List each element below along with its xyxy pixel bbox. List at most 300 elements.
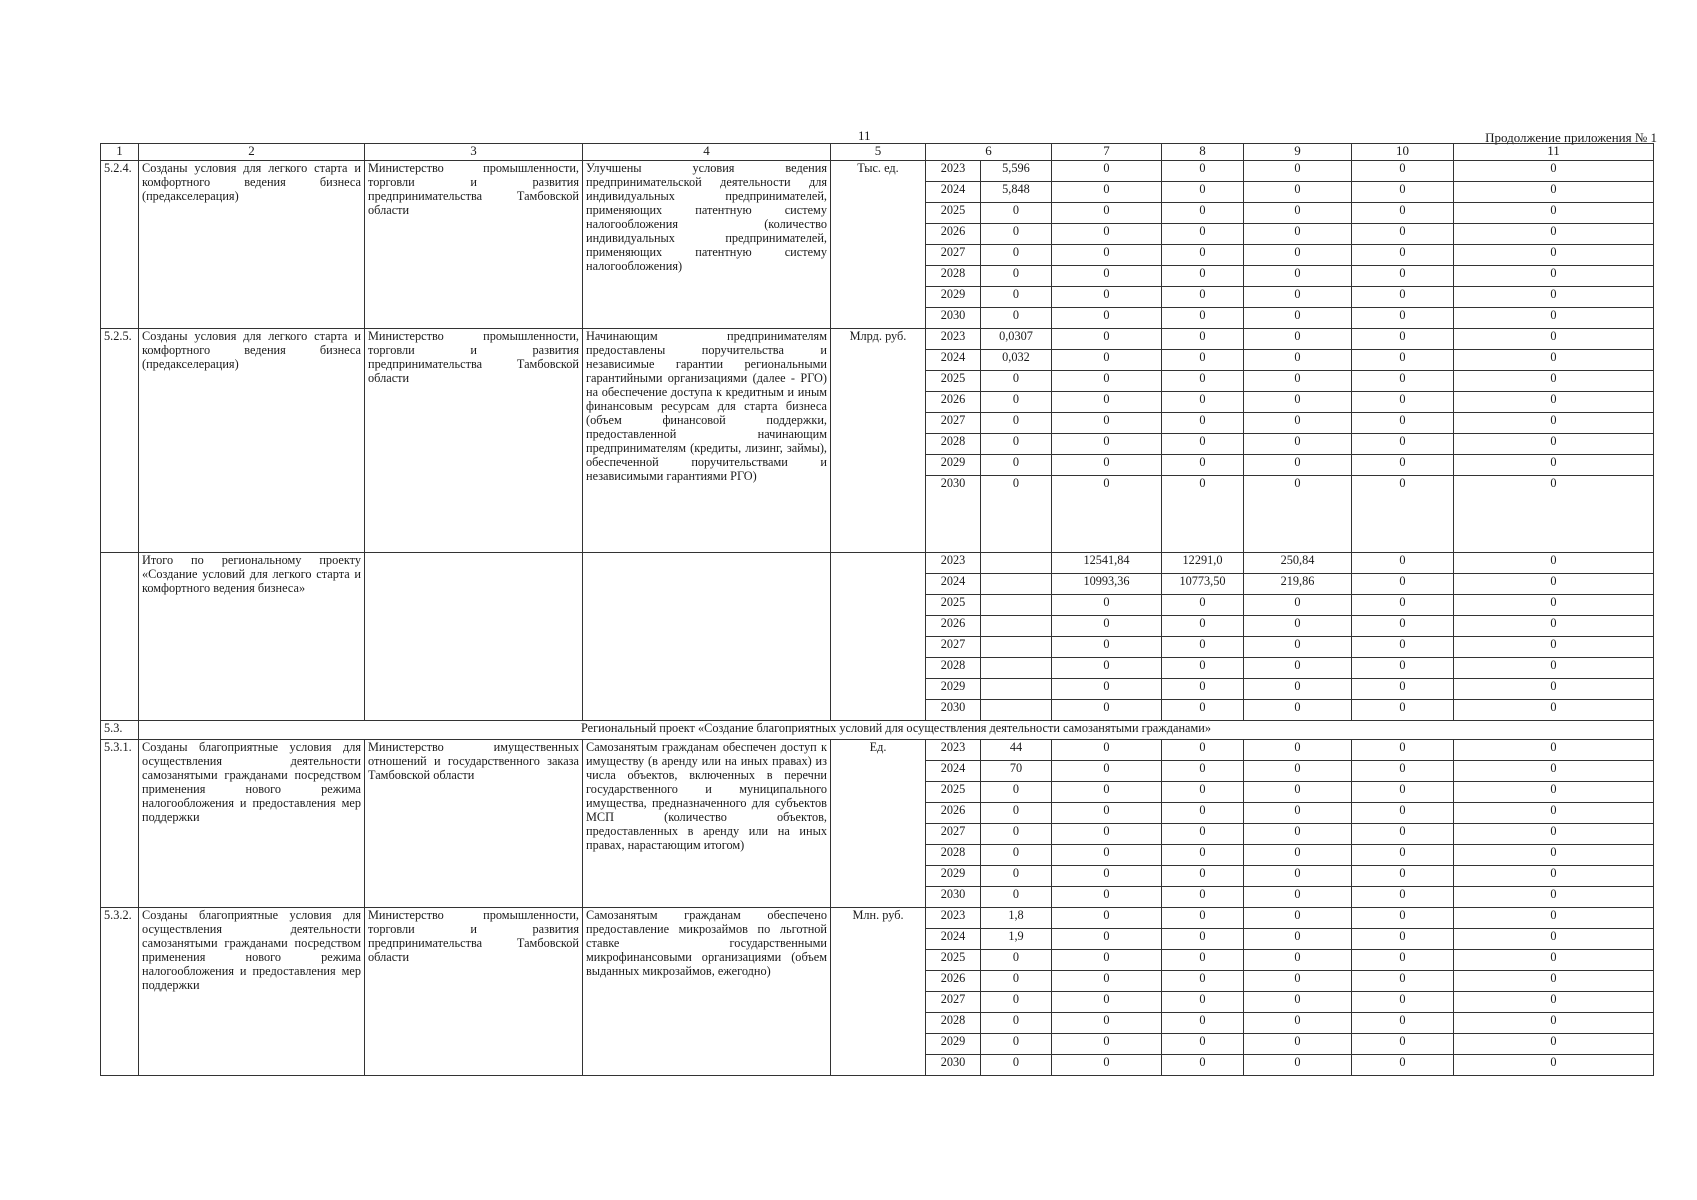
item-unit: [831, 553, 926, 721]
value-cell-c6: 0: [981, 203, 1052, 224]
value-cell-c11: 0: [1454, 845, 1654, 866]
value-cell-c8: 0: [1162, 679, 1244, 700]
value-cell-c7: 0: [1052, 616, 1162, 637]
value-cell-c11: 0: [1454, 455, 1654, 476]
value-cell-c9: 0: [1244, 413, 1352, 434]
value-cell-c6: 0: [981, 1013, 1052, 1034]
value-cell-c6: 0: [981, 287, 1052, 308]
col-header-9: 9: [1244, 144, 1352, 161]
value-cell-c9: 0: [1244, 992, 1352, 1013]
year-cell: 2029: [926, 1034, 981, 1055]
value-cell-c6: 0: [981, 1034, 1052, 1055]
table-row: [101, 740, 1654, 761]
value-cell-c6: 0: [981, 803, 1052, 824]
year-cell: 2027: [926, 824, 981, 845]
year-cell: 2029: [926, 287, 981, 308]
value-cell-c11: 0: [1454, 553, 1654, 574]
value-cell-c8: 0: [1162, 637, 1244, 658]
value-cell-c8: 0: [1162, 929, 1244, 950]
value-cell-c6: 0: [981, 971, 1052, 992]
value-cell-c8: 0: [1162, 824, 1244, 845]
value-cell-c6: 1,9: [981, 929, 1052, 950]
value-cell-c10: 0: [1352, 658, 1454, 679]
value-cell-c7: 0: [1052, 182, 1162, 203]
value-cell-c8: 0: [1162, 908, 1244, 929]
value-cell-c10: 0: [1352, 803, 1454, 824]
value-cell-c8: 0: [1162, 266, 1244, 287]
value-cell-c10: 0: [1352, 908, 1454, 929]
value-cell-c7: 0: [1052, 908, 1162, 929]
value-cell-c11: 0: [1454, 476, 1654, 553]
value-cell-c8: 0: [1162, 413, 1244, 434]
value-cell-c10: 0: [1352, 574, 1454, 595]
item-name: Созданы условия для легкого старта и комфортного ведения бизнеса (предакселерация): [139, 161, 365, 329]
value-cell-c9: 0: [1244, 266, 1352, 287]
value-cell-c8: 0: [1162, 782, 1244, 803]
value-cell-c11: 0: [1454, 679, 1654, 700]
value-cell-c9: 0: [1244, 224, 1352, 245]
value-cell-c11: 0: [1454, 1034, 1654, 1055]
year-cell: 2024: [926, 574, 981, 595]
item-responsible: Министерство промышленности, торговли и развития предпринимательства Тамбовской области: [365, 908, 583, 1076]
value-cell-c10: 0: [1352, 553, 1454, 574]
year-cell: 2026: [926, 803, 981, 824]
value-cell-c7: 0: [1052, 371, 1162, 392]
col-header-2: 2: [139, 144, 365, 161]
value-cell-c6: [981, 595, 1052, 616]
value-cell-c6: 0: [981, 887, 1052, 908]
value-cell-c9: 0: [1244, 845, 1352, 866]
value-cell-c7: 0: [1052, 245, 1162, 266]
value-cell-c7: 0: [1052, 782, 1162, 803]
value-cell-c8: 0: [1162, 245, 1244, 266]
value-cell-c10: 0: [1352, 950, 1454, 971]
item-unit: Млрд. руб.: [831, 329, 926, 553]
value-cell-c8: 10773,50: [1162, 574, 1244, 595]
year-cell: 2027: [926, 413, 981, 434]
value-cell-c11: 0: [1454, 245, 1654, 266]
value-cell-c10: 0: [1352, 595, 1454, 616]
value-cell-c7: 0: [1052, 971, 1162, 992]
value-cell-c6: 0: [981, 245, 1052, 266]
value-cell-c11: 0: [1454, 658, 1654, 679]
value-cell-c6: 0: [981, 455, 1052, 476]
value-cell-c11: 0: [1454, 392, 1654, 413]
value-cell-c10: 0: [1352, 637, 1454, 658]
value-cell-c6: 0: [981, 371, 1052, 392]
col-header-11: 11: [1454, 144, 1654, 161]
value-cell-c9: 0: [1244, 700, 1352, 721]
item-unit: Млн. руб.: [831, 908, 926, 1076]
value-cell-c7: 0: [1052, 679, 1162, 700]
value-cell-c8: 0: [1162, 1055, 1244, 1076]
value-cell-c7: 0: [1052, 203, 1162, 224]
year-cell: 2026: [926, 392, 981, 413]
year-cell: 2025: [926, 371, 981, 392]
value-cell-c10: 0: [1352, 1055, 1454, 1076]
value-cell-c7: 0: [1052, 887, 1162, 908]
value-cell-c7: 0: [1052, 287, 1162, 308]
value-cell-c11: 0: [1454, 992, 1654, 1013]
value-cell-c9: 0: [1244, 1034, 1352, 1055]
value-cell-c10: 0: [1352, 245, 1454, 266]
value-cell-c9: 0: [1244, 371, 1352, 392]
year-cell: 2024: [926, 350, 981, 371]
value-cell-c8: 0: [1162, 203, 1244, 224]
item-code: 5.2.5.: [101, 329, 139, 553]
section-title: Региональный проект «Создание благоприятных условий для осуществления деятельности самозанятыми гражданами»: [139, 721, 1654, 740]
year-cell: 2027: [926, 637, 981, 658]
value-cell-c9: 0: [1244, 740, 1352, 761]
value-cell-c11: 0: [1454, 761, 1654, 782]
value-cell-c8: 0: [1162, 1013, 1244, 1034]
value-cell-c10: 0: [1352, 761, 1454, 782]
value-cell-c8: 0: [1162, 161, 1244, 182]
value-cell-c11: 0: [1454, 413, 1654, 434]
value-cell-c7: 0: [1052, 392, 1162, 413]
continuation-note: Продолжение приложения № 1: [1485, 130, 1657, 145]
value-cell-c10: 0: [1352, 1013, 1454, 1034]
item-result: Улучшены условия ведения предпринимательской деятельности для индивидуальных предпринимателей, применяющих патентную систему налогообложения (количество индивидуальных предпринимателей, применяющих патентную систему налогообложения): [583, 161, 831, 329]
table-row: [101, 161, 1654, 182]
value-cell-c9: 0: [1244, 637, 1352, 658]
item-unit: Ед.: [831, 740, 926, 908]
year-cell: 2023: [926, 553, 981, 574]
value-cell-c7: 12541,84: [1052, 553, 1162, 574]
value-cell-c8: 0: [1162, 866, 1244, 887]
value-cell-c9: 250,84: [1244, 553, 1352, 574]
value-cell-c8: 0: [1162, 371, 1244, 392]
year-cell: 2030: [926, 476, 981, 553]
year-cell: 2025: [926, 595, 981, 616]
value-cell-c8: 0: [1162, 182, 1244, 203]
value-cell-c10: 0: [1352, 845, 1454, 866]
value-cell-c10: 0: [1352, 287, 1454, 308]
value-cell-c6: 0: [981, 866, 1052, 887]
item-responsible: Министерство промышленности, торговли и развития предпринимательства Тамбовской области: [365, 161, 583, 329]
value-cell-c8: 0: [1162, 1034, 1244, 1055]
value-cell-c11: 0: [1454, 929, 1654, 950]
value-cell-c8: 12291,0: [1162, 553, 1244, 574]
year-cell: 2029: [926, 679, 981, 700]
value-cell-c8: 0: [1162, 476, 1244, 553]
value-cell-c7: 0: [1052, 329, 1162, 350]
item-result: [583, 553, 831, 721]
value-cell-c10: 0: [1352, 679, 1454, 700]
item-name: Созданы благоприятные условия для осуществления деятельности самозанятыми гражданами посредством применения нового режима налогообложения и предоставления мер поддержки: [139, 740, 365, 908]
value-cell-c9: 0: [1244, 455, 1352, 476]
col-header-4: 4: [583, 144, 831, 161]
value-cell-c11: 0: [1454, 700, 1654, 721]
value-cell-c9: 0: [1244, 161, 1352, 182]
value-cell-c9: 0: [1244, 950, 1352, 971]
appendix-table: [100, 143, 1654, 1076]
year-cell: 2030: [926, 1055, 981, 1076]
value-cell-c6: [981, 700, 1052, 721]
value-cell-c9: 0: [1244, 782, 1352, 803]
value-cell-c9: 0: [1244, 476, 1352, 553]
col-header-3: 3: [365, 144, 583, 161]
value-cell-c10: 0: [1352, 455, 1454, 476]
col-header-10: 10: [1352, 144, 1454, 161]
year-cell: 2030: [926, 887, 981, 908]
value-cell-c6: [981, 574, 1052, 595]
page-number: 11: [858, 128, 871, 143]
item-name: Созданы благоприятные условия для осуществления деятельности самозанятыми гражданами посредством применения нового режима налогообложения и предоставления мер поддержки: [139, 908, 365, 1076]
year-cell: 2025: [926, 950, 981, 971]
value-cell-c9: 0: [1244, 908, 1352, 929]
value-cell-c7: 0: [1052, 266, 1162, 287]
value-cell-c6: 0: [981, 782, 1052, 803]
value-cell-c11: 0: [1454, 866, 1654, 887]
col-header-8: 8: [1162, 144, 1244, 161]
value-cell-c10: 0: [1352, 413, 1454, 434]
value-cell-c11: 0: [1454, 782, 1654, 803]
item-code: 5.3.1.: [101, 740, 139, 908]
value-cell-c10: 0: [1352, 824, 1454, 845]
col-header-1: 1: [101, 144, 139, 161]
year-cell: 2029: [926, 455, 981, 476]
value-cell-c9: 0: [1244, 616, 1352, 637]
value-cell-c6: 0: [981, 845, 1052, 866]
item-responsible: [365, 553, 583, 721]
value-cell-c9: 0: [1244, 203, 1352, 224]
year-cell: 2028: [926, 266, 981, 287]
value-cell-c8: 0: [1162, 887, 1244, 908]
value-cell-c9: 0: [1244, 679, 1352, 700]
value-cell-c8: 0: [1162, 740, 1244, 761]
table-row: [101, 329, 1654, 350]
value-cell-c10: 0: [1352, 329, 1454, 350]
item-responsible: Министерство промышленности, торговли и развития предпринимательства Тамбовской области: [365, 329, 583, 553]
value-cell-c7: 0: [1052, 803, 1162, 824]
value-cell-c11: 0: [1454, 1055, 1654, 1076]
table-row: [101, 908, 1654, 929]
value-cell-c8: 0: [1162, 455, 1244, 476]
value-cell-c7: 0: [1052, 950, 1162, 971]
value-cell-c7: 0: [1052, 455, 1162, 476]
value-cell-c11: 0: [1454, 803, 1654, 824]
value-cell-c6: 0,032: [981, 350, 1052, 371]
year-cell: 2027: [926, 245, 981, 266]
value-cell-c7: 0: [1052, 308, 1162, 329]
value-cell-c9: 0: [1244, 866, 1352, 887]
value-cell-c8: 0: [1162, 224, 1244, 245]
value-cell-c11: 0: [1454, 1013, 1654, 1034]
value-cell-c7: 0: [1052, 824, 1162, 845]
value-cell-c7: 0: [1052, 476, 1162, 553]
value-cell-c8: 0: [1162, 761, 1244, 782]
year-cell: 2025: [926, 203, 981, 224]
value-cell-c7: 0: [1052, 740, 1162, 761]
value-cell-c11: 0: [1454, 637, 1654, 658]
value-cell-c10: 0: [1352, 308, 1454, 329]
year-cell: 2028: [926, 434, 981, 455]
year-cell: 2027: [926, 992, 981, 1013]
value-cell-c11: 0: [1454, 740, 1654, 761]
value-cell-c8: 0: [1162, 803, 1244, 824]
col-header-7: 7: [1052, 144, 1162, 161]
value-cell-c9: 0: [1244, 929, 1352, 950]
value-cell-c9: 0: [1244, 971, 1352, 992]
value-cell-c7: 0: [1052, 761, 1162, 782]
value-cell-c8: 0: [1162, 992, 1244, 1013]
table-body: [101, 161, 1654, 1076]
year-cell: 2028: [926, 1013, 981, 1034]
year-cell: 2024: [926, 929, 981, 950]
value-cell-c11: 0: [1454, 203, 1654, 224]
value-cell-c10: 0: [1352, 700, 1454, 721]
value-cell-c7: 0: [1052, 1034, 1162, 1055]
value-cell-c10: 0: [1352, 971, 1454, 992]
value-cell-c9: 0: [1244, 803, 1352, 824]
value-cell-c6: 1,8: [981, 908, 1052, 929]
value-cell-c10: 0: [1352, 266, 1454, 287]
value-cell-c9: 0: [1244, 308, 1352, 329]
value-cell-c7: 0: [1052, 992, 1162, 1013]
year-cell: 2023: [926, 329, 981, 350]
year-cell: 2030: [926, 308, 981, 329]
value-cell-c8: 0: [1162, 700, 1244, 721]
year-cell: 2029: [926, 866, 981, 887]
value-cell-c11: 0: [1454, 224, 1654, 245]
value-cell-c9: 0: [1244, 392, 1352, 413]
value-cell-c11: 0: [1454, 329, 1654, 350]
col-header-6: 6: [926, 144, 1052, 161]
value-cell-c9: 0: [1244, 595, 1352, 616]
value-cell-c11: 0: [1454, 161, 1654, 182]
value-cell-c6: 0: [981, 392, 1052, 413]
value-cell-c9: 0: [1244, 329, 1352, 350]
value-cell-c6: 0: [981, 308, 1052, 329]
value-cell-c10: 0: [1352, 476, 1454, 553]
value-cell-c11: 0: [1454, 616, 1654, 637]
item-result: Начинающим предпринимателям предоставлены поручительства и независимые гарантии региональными гарантийными организациями (далее - РГО) на обеспечение доступа к кредитным и иным финансовым ресурсам для старта бизнеса (объем финансовой поддержки, предоставленной начинающим предпринимателям (кредиты, лизинг, займы), обеспеченной поручительствами и независимыми гарантиями РГО): [583, 329, 831, 553]
section-row: [101, 721, 1654, 740]
value-cell-c6: [981, 616, 1052, 637]
year-cell: 2023: [926, 908, 981, 929]
value-cell-c6: 5,848: [981, 182, 1052, 203]
year-cell: 2024: [926, 182, 981, 203]
value-cell-c6: [981, 553, 1052, 574]
value-cell-c10: 0: [1352, 371, 1454, 392]
value-cell-c8: 0: [1162, 950, 1244, 971]
value-cell-c7: 0: [1052, 658, 1162, 679]
value-cell-c10: 0: [1352, 1034, 1454, 1055]
value-cell-c6: [981, 658, 1052, 679]
year-cell: 2023: [926, 161, 981, 182]
value-cell-c9: 0: [1244, 1055, 1352, 1076]
value-cell-c8: 0: [1162, 308, 1244, 329]
value-cell-c6: [981, 679, 1052, 700]
value-cell-c7: 0: [1052, 929, 1162, 950]
value-cell-c9: 0: [1244, 1013, 1352, 1034]
value-cell-c11: 0: [1454, 371, 1654, 392]
value-cell-c10: 0: [1352, 740, 1454, 761]
value-cell-c6: 0: [981, 1055, 1052, 1076]
column-number-row: [101, 144, 1654, 161]
value-cell-c9: 0: [1244, 761, 1352, 782]
col-header-5: 5: [831, 144, 926, 161]
item-name: Итого по региональному проекту «Создание условий для легкого старта и комфортного ведения бизнеса»: [139, 553, 365, 721]
section-code: 5.3.: [101, 721, 139, 740]
value-cell-c6: 0: [981, 824, 1052, 845]
year-cell: 2023: [926, 740, 981, 761]
value-cell-c6: 0: [981, 413, 1052, 434]
value-cell-c6: 0: [981, 950, 1052, 971]
value-cell-c11: 0: [1454, 887, 1654, 908]
value-cell-c6: 44: [981, 740, 1052, 761]
value-cell-c7: 0: [1052, 224, 1162, 245]
value-cell-c6: 0: [981, 266, 1052, 287]
value-cell-c6: 0,0307: [981, 329, 1052, 350]
value-cell-c8: 0: [1162, 845, 1244, 866]
value-cell-c6: 0: [981, 476, 1052, 553]
item-code: [101, 553, 139, 721]
value-cell-c6: [981, 637, 1052, 658]
value-cell-c7: 0: [1052, 161, 1162, 182]
value-cell-c10: 0: [1352, 887, 1454, 908]
item-name: Созданы условия для легкого старта и комфортного ведения бизнеса (предакселерация): [139, 329, 365, 553]
item-unit: Тыс. ед.: [831, 161, 926, 329]
value-cell-c11: 0: [1454, 574, 1654, 595]
value-cell-c6: 5,596: [981, 161, 1052, 182]
value-cell-c10: 0: [1352, 203, 1454, 224]
value-cell-c11: 0: [1454, 287, 1654, 308]
value-cell-c10: 0: [1352, 350, 1454, 371]
value-cell-c7: 0: [1052, 866, 1162, 887]
value-cell-c10: 0: [1352, 392, 1454, 413]
value-cell-c7: 0: [1052, 637, 1162, 658]
value-cell-c11: 0: [1454, 434, 1654, 455]
item-code: 5.2.4.: [101, 161, 139, 329]
value-cell-c6: 0: [981, 224, 1052, 245]
year-cell: 2028: [926, 845, 981, 866]
value-cell-c8: 0: [1162, 392, 1244, 413]
value-cell-c10: 0: [1352, 929, 1454, 950]
item-result: Самозанятым гражданам обеспечено предоставление микрозаймов по льготной ставке государственными микрофинансовыми организациями (объем выданных микрозаймов, ежегодно): [583, 908, 831, 1076]
value-cell-c7: 0: [1052, 413, 1162, 434]
value-cell-c9: 0: [1244, 658, 1352, 679]
value-cell-c9: 0: [1244, 287, 1352, 308]
value-cell-c10: 0: [1352, 866, 1454, 887]
value-cell-c10: 0: [1352, 782, 1454, 803]
value-cell-c10: 0: [1352, 182, 1454, 203]
value-cell-c7: 0: [1052, 350, 1162, 371]
value-cell-c10: 0: [1352, 992, 1454, 1013]
year-cell: 2030: [926, 700, 981, 721]
value-cell-c7: 10993,36: [1052, 574, 1162, 595]
value-cell-c8: 0: [1162, 434, 1244, 455]
value-cell-c9: 0: [1244, 434, 1352, 455]
value-cell-c6: 0: [981, 992, 1052, 1013]
value-cell-c8: 0: [1162, 595, 1244, 616]
value-cell-c11: 0: [1454, 308, 1654, 329]
value-cell-c11: 0: [1454, 182, 1654, 203]
value-cell-c10: 0: [1352, 224, 1454, 245]
year-cell: 2028: [926, 658, 981, 679]
value-cell-c8: 0: [1162, 971, 1244, 992]
value-cell-c8: 0: [1162, 350, 1244, 371]
value-cell-c11: 0: [1454, 266, 1654, 287]
value-cell-c7: 0: [1052, 434, 1162, 455]
value-cell-c11: 0: [1454, 971, 1654, 992]
year-cell: 2024: [926, 761, 981, 782]
value-cell-c7: 0: [1052, 595, 1162, 616]
value-cell-c8: 0: [1162, 616, 1244, 637]
value-cell-c9: 0: [1244, 245, 1352, 266]
value-cell-c11: 0: [1454, 950, 1654, 971]
